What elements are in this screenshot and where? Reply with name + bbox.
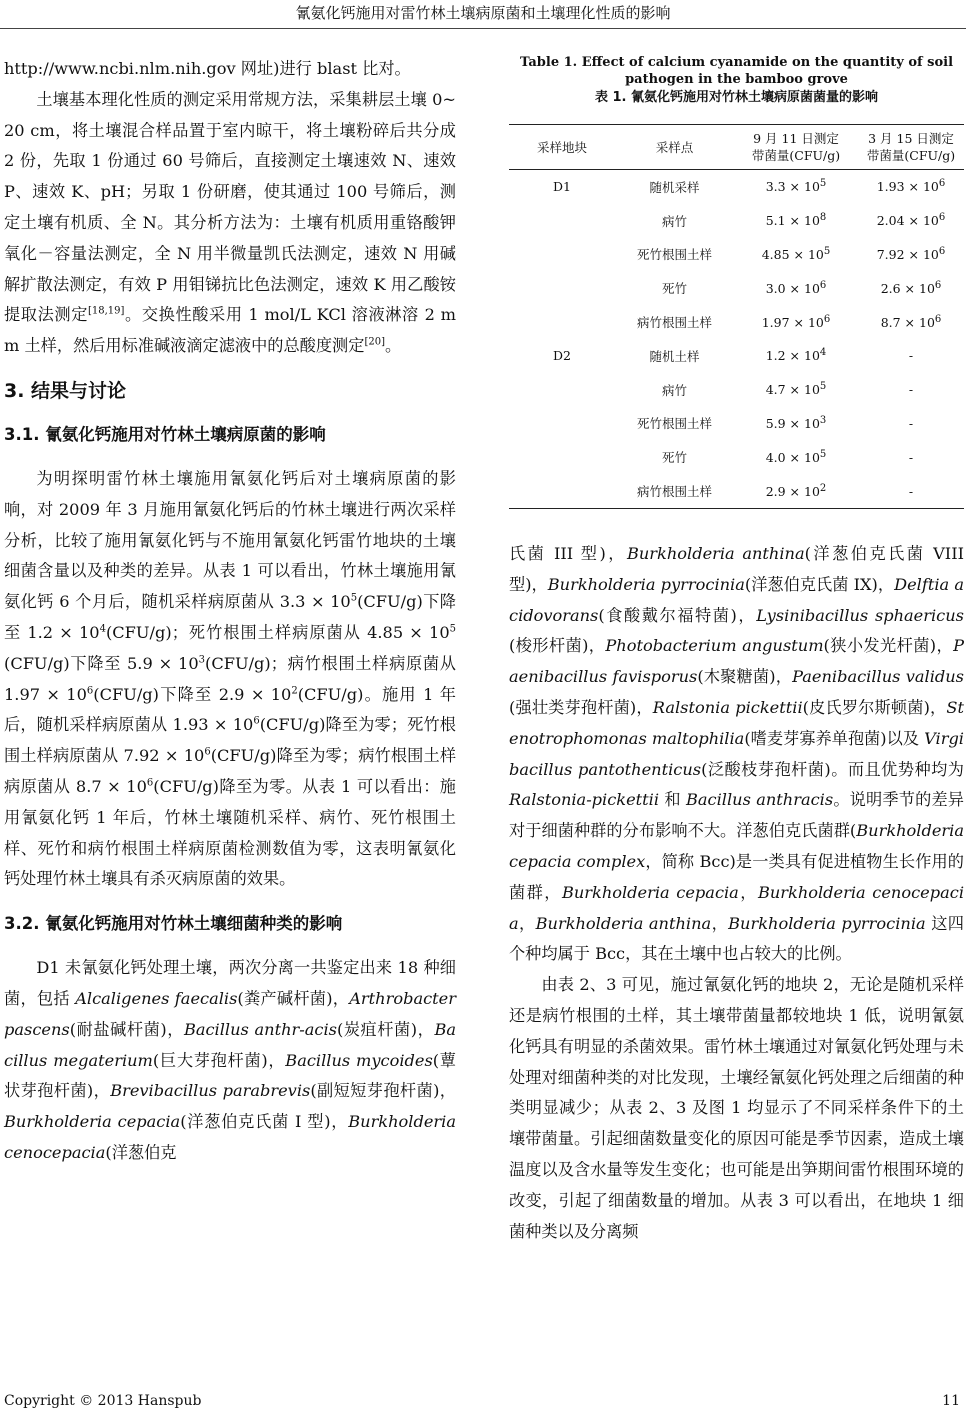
pathogen-text: (CFU/g)；死竹根围土样病原菌从 4.85 × 10	[105, 622, 450, 642]
cell-sep-exponent: 8	[819, 212, 827, 224]
th-sep-line1: 9 月 11 日测定	[753, 131, 839, 146]
species-name: Burkholderia cenocepacia	[4, 1112, 456, 1162]
cell-sep-exponent: 5	[823, 245, 831, 257]
species-text: (洋葱伯克氏菌 I 型)，	[180, 1112, 349, 1132]
cell-sep	[734, 204, 858, 238]
section-heading-3-2: 3.2. 氰氨化钙施用对竹林土壤细菌种类的影响	[4, 914, 343, 934]
cell-sep	[734, 373, 858, 407]
cell-sep-exponent: 3	[819, 414, 827, 426]
cell-sep	[734, 339, 858, 373]
table1-body	[509, 170, 964, 509]
paragraph-bacteria-cont	[509, 539, 964, 970]
cell-mar-exponent: 6	[934, 279, 942, 291]
text-methods-3: 。	[384, 336, 402, 356]
citation-20: [20]	[364, 336, 385, 348]
table-row	[509, 339, 964, 373]
table-row	[509, 474, 964, 508]
cell-mar-mantissa: -	[908, 449, 914, 465]
cell-point: 病竹	[661, 213, 687, 229]
cell-sep-mantissa: 1.97 × 10	[761, 314, 824, 330]
cell-mar-mantissa: 1.93 × 10	[876, 179, 939, 195]
discussion-text: 由表 2、3 可见，施过氰氨化钙的地块 2，无论是随机采样还是病竹根围的土样，其土壤带菌量都较地块 1 低，说明氰氨化钙具有明显的杀菌效果。雷竹林土壤通过对氰氨化钙处理与未处理对细菌种类的对比发现，土壤经氰氨化钙处理之后细菌的种类明显减少；从表 2、3 及图 1 均显示了不同采样条件下的土壤带菌量。引起细菌数量变化的原因可能是季节因素，造成土壤温度以及含水量等发生变化；也可能是出笋期间雷竹根围环境的改变，引起了细菌数量的增加。从表 3 可以看出，在地块 1 细菌种类以及分离频	[509, 975, 964, 1241]
species-name: Virgibacillus pantothenticus	[509, 728, 964, 779]
exponent: 6	[253, 715, 260, 727]
cell-mar	[858, 339, 964, 373]
table-row	[509, 170, 964, 204]
footer-copyright: Copyright © 2013 Hanspub	[4, 1393, 202, 1409]
paragraph-pathogen	[4, 464, 456, 895]
pathogen-text: (CFU/g)。施用 1 年后，随机采样病原菌从 1.93 × 10	[4, 684, 456, 735]
species-name: Paenibacillus validus	[792, 667, 964, 687]
species-name: Ralstonia pickettii	[652, 697, 803, 717]
th-mar	[858, 125, 964, 170]
cell-site	[509, 373, 615, 407]
paragraph-methods	[4, 85, 456, 362]
cell-sep	[734, 271, 858, 305]
species-name: Burkholderia cepacia	[4, 1112, 181, 1132]
species-text: (梭形杆菌)，	[509, 636, 606, 656]
paragraph-url	[4, 54, 456, 85]
table-row	[509, 271, 964, 305]
th-mar-line1: 3 月 15 日测定	[868, 131, 954, 146]
species-name: Bacillus anthr-acis	[183, 1019, 337, 1039]
pathogen-text: (CFU/g)；病竹根围土样病原菌从 1.97 × 10	[4, 653, 456, 704]
cell-mar-mantissa: 2.04 × 10	[876, 213, 939, 229]
cell-sep-mantissa: 1.2 × 10	[765, 348, 820, 364]
species-name: Delftia acidovorans	[509, 574, 964, 625]
cell-mar-mantissa: 2.6 × 10	[880, 280, 935, 296]
exponent: 6	[86, 685, 94, 697]
cell-sep-exponent: 2	[819, 482, 827, 494]
exponent: 6	[204, 746, 211, 758]
text-url: http://www.ncbi.nlm.nih.gov 网址)进行 blast 比对。	[4, 59, 411, 78]
table-row	[509, 373, 964, 407]
species-name: Burkholderia cepacia complex	[509, 821, 964, 871]
species-text: (副短短芽孢杆菌)，	[310, 1081, 456, 1101]
species-name: Arthrobacter pascens	[4, 988, 456, 1039]
cell-sep-exponent: 5	[819, 448, 827, 460]
cell-site	[509, 305, 615, 339]
table1-caption-cn: 表 1. 氰氨化钙施用对竹林土壤病原菌菌量的影响	[594, 90, 879, 105]
cell-site: D2	[553, 348, 571, 364]
pathogen-text: (CFU/g)降至为零；病竹根围土样病原菌从 8.7 × 10	[4, 746, 457, 796]
cell-mar	[858, 238, 964, 272]
cell-site	[509, 407, 615, 441]
cell-site	[509, 204, 615, 238]
cell-mar	[858, 407, 964, 441]
cell-mar-mantissa: 8.7 × 10	[880, 314, 935, 330]
cell-sep-exponent: 5	[819, 178, 827, 190]
cell-mar-exponent: 6	[934, 313, 942, 325]
cell-point: 死竹	[661, 450, 687, 466]
exponent: 5	[350, 592, 358, 604]
species-text: (蕈状芽孢杆菌)，	[4, 1050, 456, 1101]
species-name: Burkholderia cenocepacia	[509, 882, 965, 933]
cell-point: 病竹	[661, 382, 687, 398]
cell-mar-mantissa: -	[908, 483, 914, 499]
section-heading-3-1: 3.1. 氰氨化钙施用对竹林土壤病原菌的影响	[4, 424, 326, 444]
table-row	[509, 238, 964, 272]
table1-header-row	[509, 125, 964, 170]
th-point: 采样点	[615, 125, 734, 170]
species-name: Bacillus megaterium	[4, 1019, 456, 1070]
species-text: (强壮类芽孢杆菌)，	[509, 697, 653, 717]
species-text: (嗜麦芽寡养单孢菌)以及	[744, 728, 925, 748]
species-name: Lysinibacillus sphaericus	[756, 605, 964, 625]
paragraph-discussion	[509, 970, 964, 1247]
cell-sep-exponent: 6	[819, 279, 827, 291]
text-methods-2: 。交换性酸采用 1 mol/L KCl 溶液淋溶 2 mm 土样，然后用标准碱液滴定滤液中的总酸度测定	[4, 305, 456, 356]
cell-mar-mantissa: -	[908, 382, 914, 398]
species-name: Paenibacillus favisporus	[509, 636, 964, 687]
cell-mar	[858, 271, 964, 305]
cell-point: 病竹根围土样	[636, 315, 712, 331]
table-row	[509, 407, 964, 441]
pathogen-text: (CFU/g)下降至 5.9 × 10	[4, 653, 199, 673]
cell-point: 随机土样	[649, 348, 700, 364]
citation-18-19: [18,19]	[88, 305, 125, 317]
species-text: (粪产碱杆菌)，	[237, 988, 350, 1008]
species-text: (耐盐碱杆菌)，	[69, 1019, 184, 1039]
header-rule	[0, 28, 966, 29]
left-column	[4, 54, 456, 1169]
text-methods: 土壤基本理化性质的测定采用常规方法，采集耕层土壤 0~20 cm，将土壤混合样品置于室内晾干，将土壤粉碎后共分成 2 份，先取 1 份通过 60 号筛后，直接测定土壤速效 N、速效 P、速效 K、pH；另取 1 份研磨，使其通过 100 号筛后，测定土壤有机质、全 N。其分析方法为：土壤有机质用重铬酸钾氧化－容量法测定，全 N 用半微量凯氏法测定，速效 N 用碱解扩散法测定，有效 P 用钼锑抗比色法测定，速效 K 用乙酸铵提取法测定	[4, 89, 456, 325]
cell-mar-exponent: 6	[938, 178, 946, 190]
cell-mar-exponent: 6	[938, 245, 946, 257]
cell-sep-exponent: 4	[819, 347, 827, 359]
cell-sep-mantissa: 3.3 × 10	[765, 179, 820, 195]
table1	[509, 124, 964, 509]
cell-site	[509, 271, 615, 305]
cell-site: D1	[553, 179, 571, 195]
cell-site	[509, 440, 615, 474]
species-name: Burkholderia pyrrocinia	[728, 913, 926, 933]
species-text: ，简称 Bcc)是一类具有促进植物生长作用的菌群，	[509, 851, 964, 902]
species-text: 。说明季节的差异对于细菌种群的分布影响不大。洋葱伯克氏菌群(	[509, 790, 964, 841]
pathogen-text: (CFU/g)降至为零。从表 1 可以看出：施用氰氨化钙 1 年后，竹林土壤随机采样、病竹、死竹根围土样、死竹和病竹根围土样病原菌检测数值为零，这表明氰氨化钙处理竹林土壤具有杀灭病原菌的效果。	[4, 776, 456, 889]
species-text: (洋葱伯克氏菌 IX)，	[744, 574, 895, 594]
cell-sep-mantissa: 4.0 × 10	[765, 449, 820, 465]
cell-sep	[734, 170, 858, 204]
pathogen-text: 为明探明雷竹林土壤施用氰氨化钙后对土壤病原菌的影响，对 2009 年 3 月施用氰氨化钙后的竹林土壤进行两次采样分析，比较了施用氰氨化钙与不施用氰氨化钙雷竹地块的土壤细菌含量以及种类的差异。从表 1 可以看出，竹林土壤施用氰氨化钙 6 个月后，随机采样病原菌从 3.3 × 10	[4, 468, 456, 612]
cell-sep-mantissa: 2.9 × 10	[765, 483, 820, 499]
species-text: ，	[711, 913, 729, 933]
th-sep-line2: 带菌量(CFU/g)	[751, 148, 841, 163]
cell-point: 病竹根围土样	[615, 474, 734, 508]
table-row	[509, 305, 964, 339]
species-text: (泛酸枝芽孢杆菌)。而且优势种均为	[701, 759, 964, 779]
species-name: Ralstonia-pickettii	[509, 790, 660, 810]
species-text: D1 未氰氨化钙处理土壤，两次分离一共鉴定出来 18 种细菌，包括	[4, 958, 456, 1008]
exponent: 6	[146, 777, 154, 789]
cell-site	[509, 474, 615, 508]
th-site: 采样地块	[509, 125, 615, 170]
cell-point: 死竹根围土样	[636, 247, 712, 263]
species-name: Alcaligenes faecalis	[75, 988, 238, 1008]
cell-point: 死竹根围土样	[636, 416, 712, 432]
cell-sep	[734, 440, 858, 474]
running-head: 氰氨化钙施用对雷竹林土壤病原菌和土壤理化性质的影响	[295, 4, 671, 22]
species-name: Burkholderia anthina	[535, 913, 712, 933]
cell-mar-mantissa: -	[908, 415, 914, 431]
cell-sep	[734, 474, 858, 508]
section-heading-3: 3. 结果与讨论	[4, 379, 127, 402]
table-row	[509, 204, 964, 238]
cell-sep-mantissa: 5.9 × 10	[765, 415, 820, 431]
cell-mar	[858, 204, 964, 238]
pathogen-text: (CFU/g)下降至 1.2 × 10	[4, 592, 456, 642]
exponent: 3	[198, 654, 206, 666]
cell-point: 随机采样	[649, 179, 700, 195]
table-row	[509, 440, 964, 474]
cell-mar-mantissa: 7.92 × 10	[876, 246, 939, 262]
th-sep	[734, 125, 858, 170]
species-name: Burkholderia anthina	[626, 543, 805, 563]
species-text: (洋葱伯克	[105, 1142, 177, 1162]
exponent: 4	[99, 623, 106, 635]
species-text: 这四个种均属于 Bcc，其在土壤中也占较大的比例。	[509, 913, 964, 964]
species-text: ，	[738, 882, 758, 902]
cell-sep-mantissa: 4.7 × 10	[765, 382, 820, 398]
species-text: (食酸戴尔福特菌)，	[598, 605, 757, 625]
species-text: (狭小发光杆菌)，	[823, 636, 954, 656]
cell-sep-exponent: 5	[819, 381, 827, 393]
exponent: 2	[291, 685, 298, 697]
pathogen-text: (CFU/g)降至为零；死竹根围土样病原菌从 7.92 × 10	[4, 715, 456, 766]
exponent: 5	[449, 623, 456, 635]
species-name: Brevibacillus parabrevis	[110, 1081, 311, 1101]
cell-mar-mantissa: -	[908, 348, 914, 364]
cell-sep-mantissa: 4.85 × 10	[761, 246, 824, 262]
cell-mar-exponent: 6	[938, 212, 946, 224]
paragraph-bacteria-species	[4, 953, 456, 1169]
species-text: (皮氏罗尔斯顿菌)，	[802, 697, 947, 717]
table1-caption-en: Table 1. Effect of calcium cyanamide on the quantity of soil pathogen in the bamboo grove	[519, 55, 954, 87]
footer-page-number: 11	[942, 1393, 960, 1409]
cell-site	[509, 238, 615, 272]
cell-mar	[858, 474, 964, 508]
species-name: Photobacterium angustum	[605, 636, 824, 656]
species-text: 氏菌 III 型)，	[509, 543, 627, 563]
cell-sep	[734, 238, 858, 272]
cell-mar	[858, 170, 964, 204]
species-text: ，	[518, 913, 536, 933]
cell-point: 死竹	[661, 281, 687, 297]
species-name: Bacillus mycoides	[285, 1050, 433, 1070]
species-text: (木聚糖菌)，	[697, 667, 793, 687]
species-name: Burkholderia cepacia	[561, 882, 739, 902]
right-column	[509, 54, 964, 1247]
species-name: Bacillus anthracis	[686, 790, 834, 810]
species-text: 和	[659, 790, 687, 810]
species-text: (巨大芽孢杆菌)，	[152, 1050, 286, 1070]
cell-sep	[734, 407, 858, 441]
cell-mar	[858, 373, 964, 407]
cell-sep-mantissa: 3.0 × 10	[765, 280, 820, 296]
cell-sep-mantissa: 5.1 × 10	[765, 213, 820, 229]
species-name: Burkholderia pyrrocinia	[547, 574, 745, 594]
cell-mar	[858, 440, 964, 474]
species-name: Stenotrophomonas maltophilia	[509, 697, 965, 748]
species-text: (炭疽杆菌)，	[336, 1019, 435, 1039]
th-mar-line2: 带菌量(CFU/g)	[866, 148, 956, 163]
cell-sep	[734, 305, 858, 339]
pathogen-text: (CFU/g)下降至 2.9 × 10	[93, 684, 292, 704]
cell-sep-exponent: 6	[823, 313, 831, 325]
cell-mar	[858, 305, 964, 339]
species-text: (洋葱伯克氏菌 VIII 型)，	[509, 543, 964, 594]
